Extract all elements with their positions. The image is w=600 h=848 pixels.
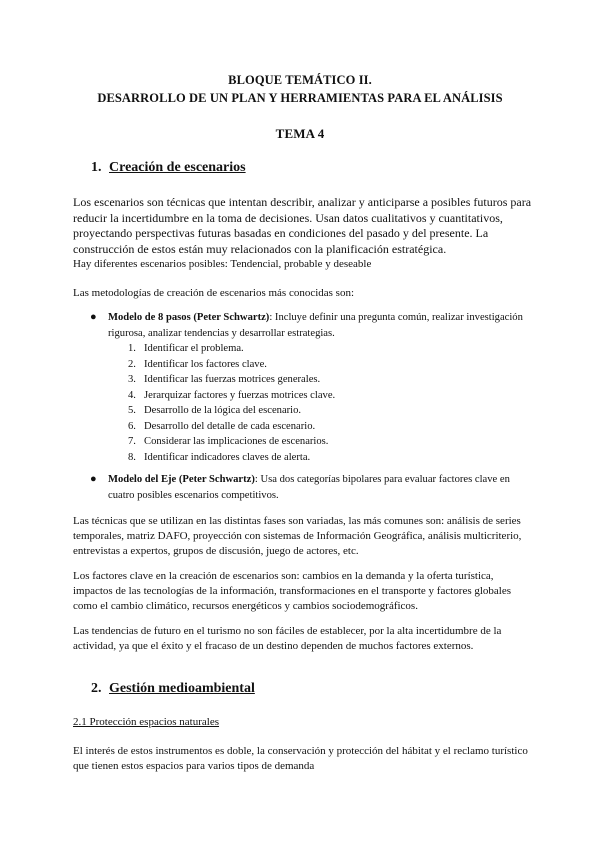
bullet-1-text: : Incluye definir una pregunta común, realizar investigación rigurosa, analizar tendencias y desarrollar estrategias. — [108, 312, 523, 339]
list-item: 3. Identificar las fuerzas motrices generales. — [128, 374, 321, 385]
section-1-title: Creación de escenarios — [109, 160, 246, 175]
section-2-number: 2. — [91, 681, 102, 696]
subsection-2-1-title: 2.1 Protección espacios naturales — [73, 716, 220, 728]
block-title: BLOQUE TEMÁTICO II. — [228, 73, 372, 87]
list-item: 1. Identificar el problema. — [128, 343, 244, 354]
section-1-intro: Los escenarios son técnicas que intentan describir, analizar y anticiparse a posibles futuros para reducir la incertidumbre en la toma de decisiones. Usan datos cualitativos y cuantitativos, proyectando perspectivas futuras basadas en condiciones del pasado y del presente. La construcción de estos están muy relacionados con la planificación estratégica. — [73, 195, 532, 256]
list-item: 7. Considerar las implicaciones de escenarios. — [128, 436, 329, 447]
list-item: 5. Desarrollo de la lógica del escenario. — [128, 405, 302, 416]
section-2-title: Gestión medioambiental — [109, 681, 255, 696]
bullet-2-bold: Modelo del Eje (Peter Schwartz) — [108, 474, 255, 485]
section-2-1-paragraph: El interés de estos instrumentos es doble, la conservación y protección del hábitat y el reclamo turístico que tienen estos espacios para varios tipos de demanda — [73, 745, 528, 772]
scenario-types: Hay diferentes escenarios posibles: Tendencial, probable y deseable — [73, 258, 372, 270]
techniques-paragraph: Las técnicas que se utilizan en las distintas fases son variadas, las más comunes son: análisis de series temporales, matriz DAFO, proyección con sistemas de Información Geográfica, análisis multicriterio, entrevistas a expertos, grupos de discusión, juego de actores, etc. — [73, 515, 522, 557]
list-item: 8. Identificar indicadores claves de alerta. — [128, 451, 311, 463]
list-item: 2. Identificar los factores clave. — [128, 358, 267, 370]
bullet-1-bold: Modelo de 8 pasos (Peter Schwartz) — [108, 312, 270, 323]
bullet-dot-icon: ● — [90, 473, 97, 485]
key-factors-paragraph: Los factores clave en la creación de escenarios son: cambios en la demanda y la oferta turística, impactos de las tecnologías de la información, transformaciones en el transporte y factores globales como el cambio climático, recursos energéticos y cambios sociodemográficos. — [73, 570, 512, 612]
methods-intro: Las metodologías de creación de escenarios más conocidas son: — [73, 287, 355, 299]
steps-list — [128, 341, 335, 465]
trends-paragraph: Las tendencias de futuro en el turismo no son fáciles de establecer, por la alta incertidumbre de la actividad, ya que el éxito y el fracaso de un destino dependen de muchos factores externos. — [73, 625, 502, 652]
section-2-heading — [91, 681, 255, 697]
section-1-heading — [91, 160, 246, 176]
section-1-number: 1. — [91, 160, 102, 175]
block-subtitle: DESARROLLO DE UN PLAN Y HERRAMIENTAS PARA EL ANÁLISIS — [97, 91, 503, 105]
list-item: 4. Jerarquizar factores y fuerzas motrices clave. — [128, 389, 336, 401]
bullet-axis-model — [90, 472, 528, 503]
bullet-8-step-model — [90, 310, 528, 341]
bullet-dot-icon: ● — [90, 311, 97, 323]
tema-heading: TEMA 4 — [275, 126, 325, 141]
bullet-2-text: : Usa dos categorías bipolares para evaluar factores clave en cuatro posibles escenarios competitivos. — [108, 474, 510, 501]
list-item: 6. Desarrollo del detalle de cada escenario. — [128, 420, 316, 432]
